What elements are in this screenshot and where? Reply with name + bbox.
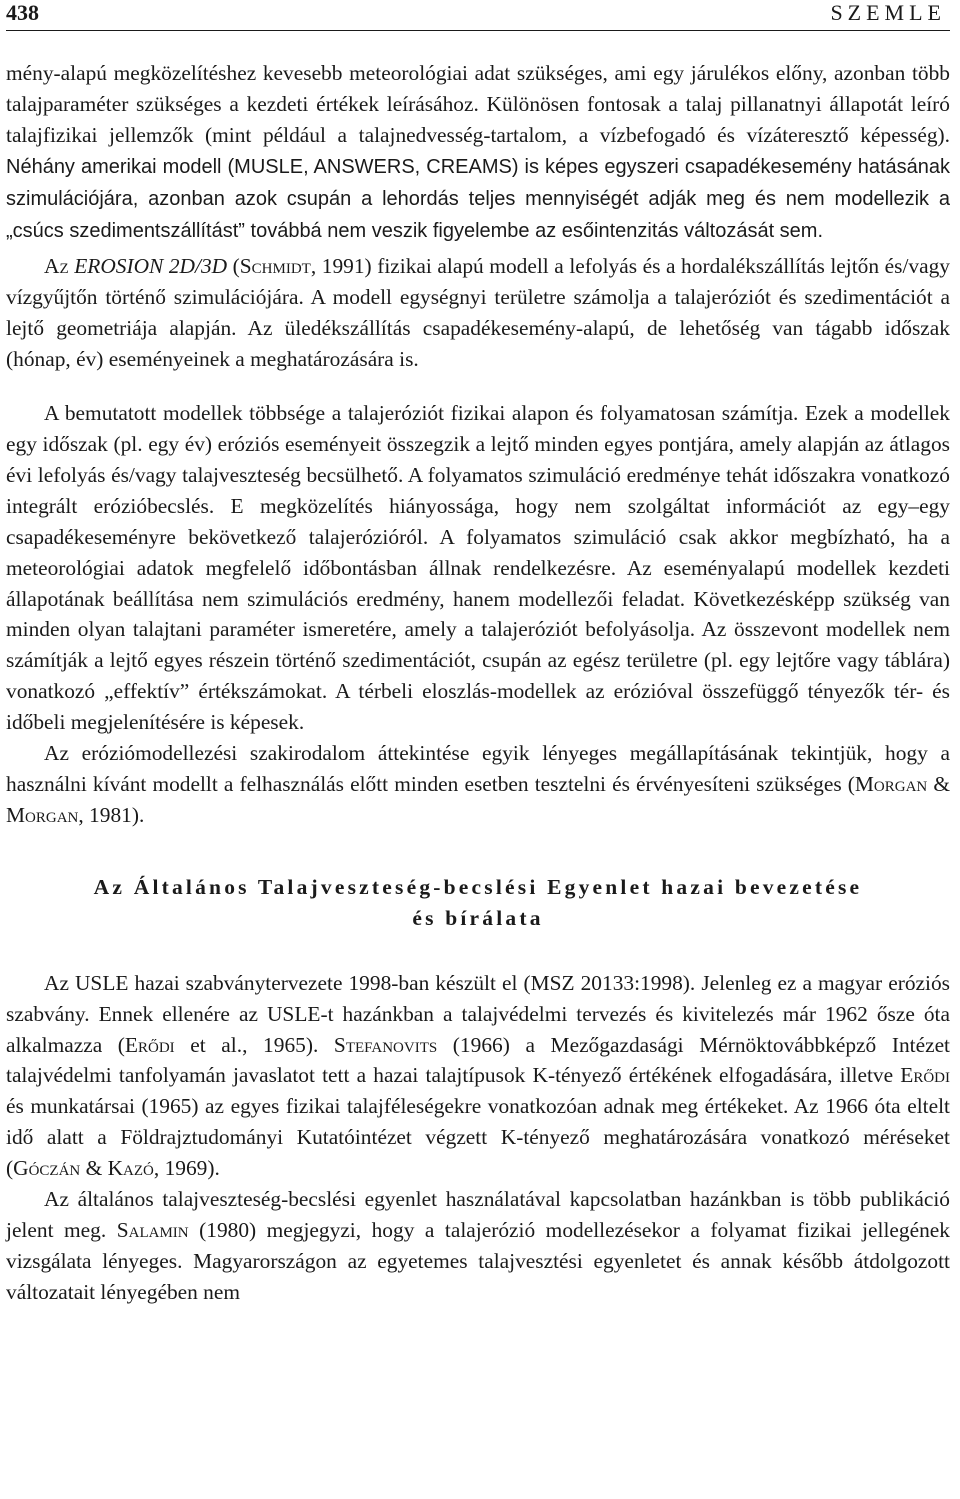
- text-segment: mény-alapú megközelítéshez kevesebb meteorológiai adat szükséges, ami egy járulékos előny, azonban több talajparaméter szükséges a kezdeti értékek leírásához. Különösen fontosak a talaj pillanatnyi állapotát leíró talajfizikai jellemzők (mint például a talajnedvesség-tartalom, a vízbefogadó és vízáteresztő képesség).: [6, 61, 950, 147]
- section-heading: [6, 872, 950, 934]
- text-segment: A bemutatott modellek többsége a talajeróziót fizikai alapon és folyamatosan számítja. Ezek a modellek egy időszak (pl. egy év) eróziós eseményeit összegzik a lejtő minden egyes pontjára, amely alapján az átlagos évi lefolyás és/vagy talajveszteség becsülhető. A folyamatos szimuláció eredménye tehát időszakra vonatkozó integrált erózióbecslés. E megközelítés hiányossága, hogy nem szolgáltat információt az egy–egy csapadékeseményre bekövetkező talajerózióról. A folyamatos szimuláció csak akkor megbízható, ha a meteorológiai adatok megfelelő időbontásban állnak rendelkezésre. Az eseményalapú modellek kezdeti állapotának beállítása nem szimulációs eredmény, hanem modellezői feladat. Következésképp szükség van minden olyan talajtani paraméter ismeretére, amely a talajeróziót befolyásolja. Az összevont modellek nem számítják a lejtő egyes részein történő szedimentációt, csupán az egész területre (pl. egy lejtőre vagy táblára) vonatkozó „effektív” értékszámokat. A térbeli eloszlás-modellek az erózióval összefüggő tényezők tér- és időbeli megjelenítésére is képesek.: [6, 401, 950, 735]
- text-segment: Góczán: [13, 1156, 81, 1181]
- text-segment: Az eróziómodellezési szakirodalom áttekintése egyik lényeges megállapításának tekintjük, hogy a használni kívánt modellt a felhasználás előtt minden esetben tesztelni és érvényesíteni szükséges (: [6, 741, 950, 796]
- running-title: SZEMLE: [830, 0, 946, 25]
- text-segment: et al., 1965).: [174, 1032, 334, 1057]
- text-segment: és munkatársai (1965) az egyes fizikai talajféleségekre vonatkozóan adnak meg értékeket. Az 1966 óta eltelt idő alatt a Földrajztudományi Kutatóintézet végzett K-tényező meghatározására vonatkozó méréseket (: [6, 1094, 950, 1181]
- text-segment: Az általános talajveszteség-becslési egyenlet használatával kapcsolatban hazánkban is több publikáció jelent meg.: [6, 1187, 950, 1242]
- page-number: 438: [6, 0, 39, 25]
- text-segment: Az USLE hazai szabványtervezete 1998-ban készült el (MSZ 20133:1998). Jelenleg ez a magyar eróziós szabvány. Ennek ellenére az USLE-t hazánkban a talajvédelmi tervezés és kivitelezés már 1962 ősze óta alkalmazza (: [6, 970, 950, 1057]
- section-heading-line-2: és bírálata: [412, 905, 544, 930]
- paragraph-3: [6, 398, 950, 738]
- text-segment: Morgan: [854, 771, 928, 796]
- document-page: [6, 0, 950, 1499]
- text-segment: &: [927, 771, 950, 796]
- text-segment: Néhány amerikai modell (MUSLE, ANSWERS, CREAMS) is képes egyszeri csapadékesemény hatásának szimulációjára, azonban azok csupán a lehordás teljes mennyiségét adják meg és nem modellezik a „csúcs szedimentszállítást” továbbá nem veszik figyelembe az esőintenzitás változását sem.: [6, 155, 950, 242]
- text-segment: Erődi: [900, 1063, 950, 1088]
- text-segment: , 1991) fizikai alapú modell a lefolyás és a hordalékszállítás lejtőn és/vagy vízgyűjtőn történő szimulációjára. A modell egységnyi területre számolja a talajeróziót és szedimentációt a lejtő geometriája alapján. Az üledékszállítás csapadékesemény-alapú, de lehetőség van tágabb időszak (hónap, év) eseményeinek a meghatározására is.: [6, 254, 950, 372]
- text-segment: &: [80, 1156, 108, 1181]
- text-segment: Stefanovits: [333, 1032, 438, 1057]
- article-body: [6, 58, 950, 1308]
- text-segment: (1980) megjegyzi, hogy a talajerózió modellezésekor a folyamat fizikai jellegének vizsgálata lényeges. Magyarországon az egyetemes talajvesztési egyenletet és annak később átdolgozott változatait lényegében nem: [6, 1218, 950, 1304]
- paragraph-1: [6, 58, 950, 246]
- text-segment: Schmidt: [239, 254, 311, 279]
- text-segment: Kazó: [107, 1156, 154, 1181]
- text-segment: Salamin: [116, 1218, 189, 1242]
- text-segment: EROSION 2D/3D: [74, 254, 228, 279]
- text-segment: , 1981).: [78, 802, 145, 827]
- paragraph-4: [6, 738, 950, 831]
- page-header: [6, 0, 950, 31]
- paragraph-5: [6, 968, 950, 1184]
- text-segment: (: [227, 254, 240, 279]
- text-segment: Morgan: [6, 802, 79, 827]
- text-segment: Erődi: [124, 1032, 175, 1057]
- text-segment: , 1969).: [153, 1156, 220, 1181]
- section-heading-line-1: Az Általános Talajveszteség-becslési Egyenlet hazai bevezetése: [93, 874, 863, 899]
- text-segment: (1966) a Mezőgazdasági Mérnöktovábbképző Intézet talajvédelmi tanfolyamán javaslatot tett a hazai talajtípusok K-tényező értékének elfogadására, illetve: [6, 1032, 951, 1088]
- paragraph-2: [6, 251, 950, 375]
- paragraph-6: [6, 1184, 950, 1308]
- text-segment: Az: [44, 254, 75, 279]
